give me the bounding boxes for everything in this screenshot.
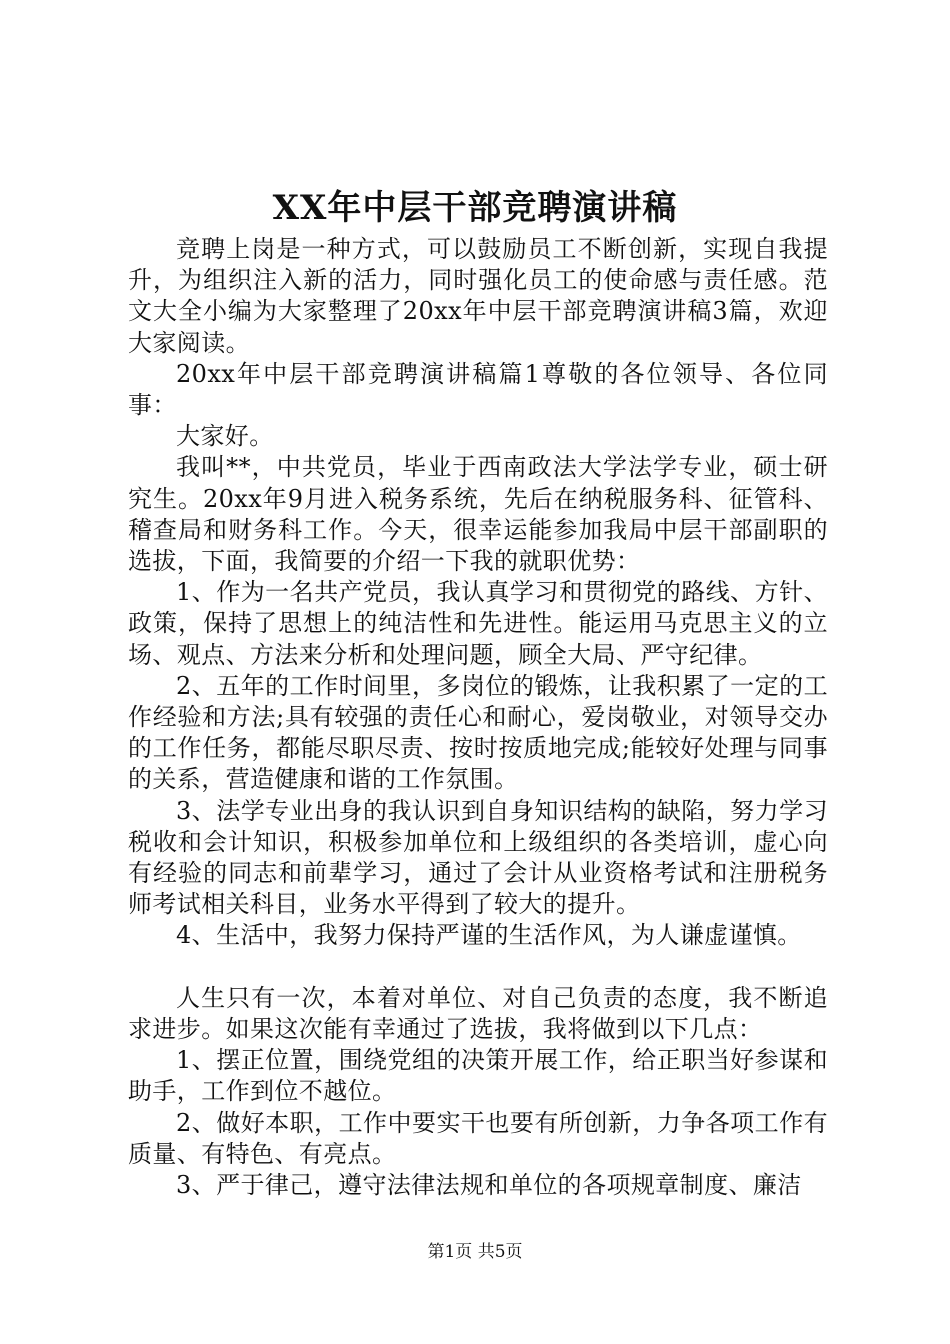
paragraph: 4、生活中，我努力保持严谨的生活作风，为人谦虚谨慎。 bbox=[176, 921, 802, 950]
paragraph: 20xx年中层干部竞聘演讲稿篇1尊敬的各位领导、各位同事： bbox=[128, 359, 828, 420]
paragraph: 2、做好本职，工作中要实干也要有所创新，力争各项工作有质量、有特色、有亮点。 bbox=[128, 1108, 828, 1168]
paragraph: 大家好。 bbox=[176, 422, 274, 451]
paragraph: 竞聘上岗是一种方式，可以鼓励员工不断创新，实现自我提升，为组织注入新的活力，同时强化员工的使命感与责任感。范文大全小编为大家整理了20xx年中层干部竞聘演讲稿3篇，欢迎大家阅读。 bbox=[128, 235, 828, 357]
document-body bbox=[128, 234, 828, 1201]
page-footer: 第1页 共5页 bbox=[427, 1242, 523, 1262]
paragraph: 1、摆正位置，围绕党组的决策开展工作，给正职当好参谋和助手，工作到位不越位。 bbox=[128, 1046, 828, 1106]
paragraph: 3、法学专业出身的我认识到自身知识结构的缺陷，努力学习税收和会计知识，积极参加单位和上级组织的各类培训，虚心向有经验的同志和前辈学习，通过了会计从业资格考试和注册税务师考试相关科目，业务水平得到了较大的提升。 bbox=[128, 796, 828, 919]
blank-line bbox=[128, 952, 828, 983]
paragraph: 我叫**，中共党员，毕业于西南政法大学法学专业，硕士研究生。20xx年9月进入税务系统，先后在纳税服务科、征管科、稽查局和财务科工作。今天，很幸运能参加我局中层干部副职的选拔，下面，我简要的介绍一下我的就职优势： bbox=[128, 453, 828, 576]
paragraph: 2、五年的工作时间里，多岗位的锻炼，让我积累了一定的工作经验和方法;具有较强的责任心和耐心，爱岗敬业，对领导交办的工作任务，都能尽职尽责、按时按质地完成;能较好处理与同事的关系，营造健康和谐的工作氛围。 bbox=[128, 671, 828, 794]
paragraph: 人生只有一次，本着对单位、对自己负责的态度，我不断追求进步。如果这次能有幸通过了选拔，我将做到以下几点： bbox=[128, 983, 828, 1044]
paragraph: 3、严于律己，遵守法律法规和单位的各项规章制度、廉洁 bbox=[176, 1171, 802, 1200]
document-title: XX年中层干部竞聘演讲稿 bbox=[272, 188, 678, 228]
paragraph: 1、作为一名共产党员，我认真学习和贯彻党的路线、方针、政策，保持了思想上的纯洁性和先进性。能运用马克思主义的立场、观点、方法来分析和处理问题，顾全大局、严守纪律。 bbox=[128, 578, 828, 669]
